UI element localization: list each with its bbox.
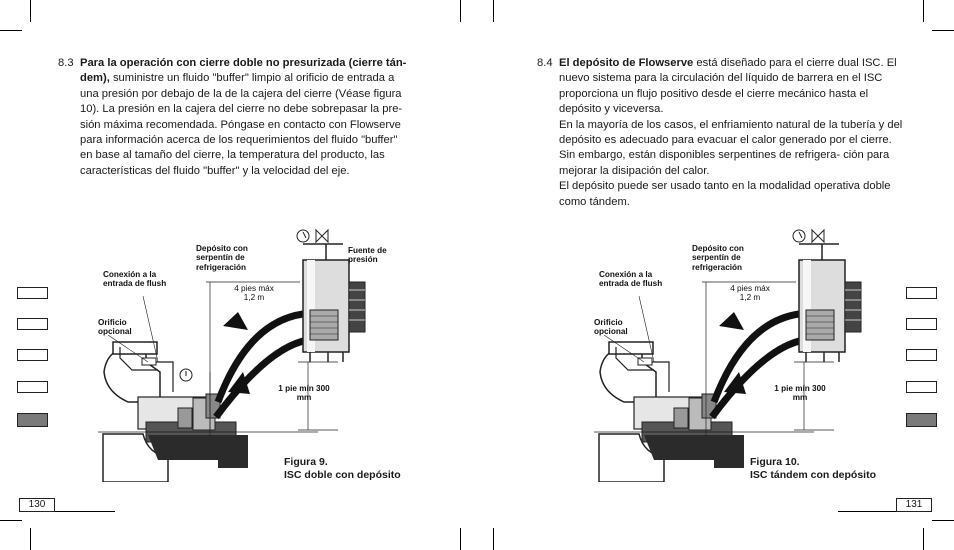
caption-figure-10 [750,456,876,481]
section-title: El depósito de Flowserve [559,57,694,69]
side-tab [906,349,937,361]
crop-mark [923,528,924,550]
page-rule [55,511,115,512]
label-orificio: Orificio opcional [98,318,132,337]
figure-10 [594,222,904,482]
side-tab [17,381,48,393]
side-tab [17,318,48,330]
section-body [80,56,408,179]
crop-mark [30,0,31,22]
label-orificio: Orificio opcional [594,318,628,337]
label-1-pie: 1 pie mín 300 mm [278,384,330,403]
section-title: Para la operación con cierre doble no presurizada (cierre tán- dem), [80,57,407,85]
side-tab-active [17,413,48,427]
label-4-pies: 4 pies máx 1,2 m [234,284,274,303]
side-tab [906,381,937,393]
side-tab [17,287,48,299]
crop-mark [30,528,31,550]
caption-title: ISC doble con depósito [284,468,401,481]
section-number: 8.4 [537,57,553,69]
label-conexion: Conexión a la entrada de flush [599,270,663,289]
caption-title: ISC tándem con depósito [750,468,877,481]
crop-mark [493,528,494,550]
side-tab [906,318,937,330]
crop-mark [923,0,924,22]
side-tab-active [906,413,937,427]
crop-mark [932,30,954,31]
crop-mark [493,0,494,22]
section-body [559,56,907,210]
caption-figure-9 [284,456,401,481]
crop-mark [0,520,22,521]
figure-9 [98,222,408,482]
label-fuente: Fuente de presión [348,246,387,265]
page-number-right: 131 [896,498,932,512]
page-rule [838,511,896,512]
section-text: suministre un fluido "buffer" limpio al orificio de entrada a una presión por debajo de la de la cajera del cierre (Véase figura 10). La presión en la cajera del cierre no debe sobrepasar la pre- sión máxima recomendada. Póngase en contacto con Flowserve para información acerca de los requerimientos del fluido "buffer" en base al tamaño del cierre, la temperatura del producto, las características del fluido "buffer" y la velocidad del eje. [80,72,403,177]
side-tab [906,287,937,299]
section-number: 8.3 [58,57,74,69]
page-number-left: 130 [19,498,55,512]
section-text-3: El depósito puede ser usado tanto en la modalidad operativa doble como tándem. [559,180,891,208]
label-deposito: Depósito con serpentín de refrigeración [692,244,744,272]
label-conexion: Conexión a la entrada de flush [103,270,167,289]
section-text-2: En la mayoría de los casos, el enfriamiento natural de la tubería y del depósito es adecuado para evacuar el calor generado por el cierre. Sin embargo, están disponibles serpentines de refrigera- ción para mejorar la disipación del calor. [559,118,903,177]
side-tab [17,349,48,361]
crop-mark [932,520,954,521]
label-deposito: Depósito con serpentín de refrigeración [196,244,248,272]
crop-mark [0,30,22,31]
crop-mark [460,528,461,550]
section-text-1: está diseñado para el cierre dual ISC. El nuevo sistema para la circulación del líquido de barrera en el ISC proporciona un flujo positivo desde el cierre mecánico hasta el depósito y viceversa. [559,57,897,116]
label-4-pies: 4 pies máx 1,2 m [730,284,770,303]
caption-number: Figura 9. [284,456,328,468]
label-1-pie: 1 pie mín 300 mm [774,384,826,403]
crop-mark [460,0,461,22]
caption-number: Figura 10. [750,456,800,468]
